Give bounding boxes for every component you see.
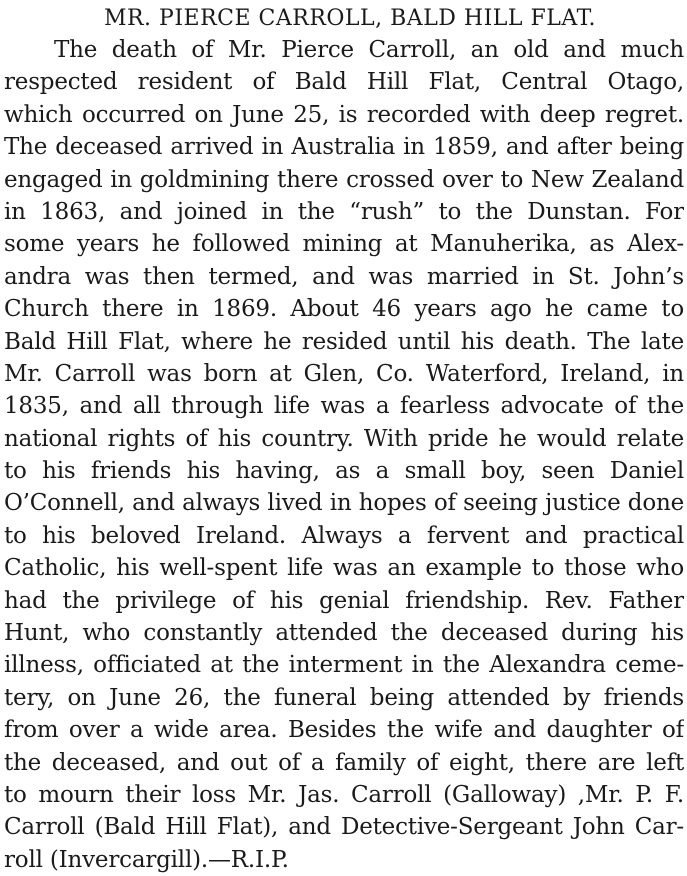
- article-line: The death of Mr. Pierce Carroll, an old and much: [54, 37, 684, 63]
- article-body: [4, 34, 684, 876]
- article-headline: MR. PIERCE CARROLL, BALD HILL FLAT.: [103, 6, 597, 31]
- article-line: roll (Invercargill).—R.I.P.: [4, 846, 289, 873]
- article-line: from over a wide area. Besides the wife and daughter of: [4, 717, 684, 744]
- article-line: 1835, and all through life was a fearless advocate of the: [4, 393, 684, 420]
- article-line: engaged in goldmining there crossed over to New Zealand: [4, 166, 684, 193]
- article-line: which occurred on June 25, is recorded with deep regret.: [4, 101, 684, 128]
- article-line: to his friends his having, as a small boy, seen Daniel: [4, 458, 684, 485]
- article-line: some years he followed mining at Manuherika, as Alex-: [4, 231, 684, 258]
- article-line: national rights of his country. With pride he would relate: [4, 425, 684, 452]
- article-line: The deceased arrived in Australia in 1859, and after being: [4, 134, 684, 161]
- article-line: Bald Hill Flat, where he resided until his death. The late: [4, 328, 684, 355]
- article-line: the deceased, and out of a family of eight, there are left: [4, 749, 684, 776]
- obituary-article: [4, 4, 684, 873]
- article-line: Hunt, who constantly attended the deceased during his: [4, 620, 684, 647]
- article-line: in 1863, and joined in the “rush” to the Dunstan. For: [4, 198, 684, 225]
- article-line: O’Connell, and always lived in hopes of seeing justice done: [4, 490, 684, 517]
- article-line: Carroll (Bald Hill Flat), and Detective-Sergeant John Car-: [4, 814, 684, 841]
- article-line: had the privilege of his genial friendship. Rev. Father: [4, 587, 684, 614]
- article-line: respected resident of Bald Hill Flat, Central Otago,: [4, 69, 684, 96]
- article-line: andra was then termed, and was married in St. John’s: [4, 263, 684, 290]
- article-line: Church there in 1869. About 46 years ago he came to: [4, 296, 684, 323]
- article-line: to mourn their loss Mr. Jas. Carroll (Galloway) ,Mr. P. F.: [4, 781, 684, 808]
- article-line: illness, officiated at the interment in the Alexandra ceme-: [4, 652, 684, 679]
- article-line: Catholic, his well-spent life was an example to those who: [4, 555, 684, 582]
- article-line: Mr. Carroll was born at Glen, Co. Waterford, Ireland, in: [4, 360, 684, 387]
- article-line: to his beloved Ireland. Always a fervent and practical: [4, 522, 684, 549]
- article-line: tery, on June 26, the funeral being attended by friends: [4, 684, 684, 711]
